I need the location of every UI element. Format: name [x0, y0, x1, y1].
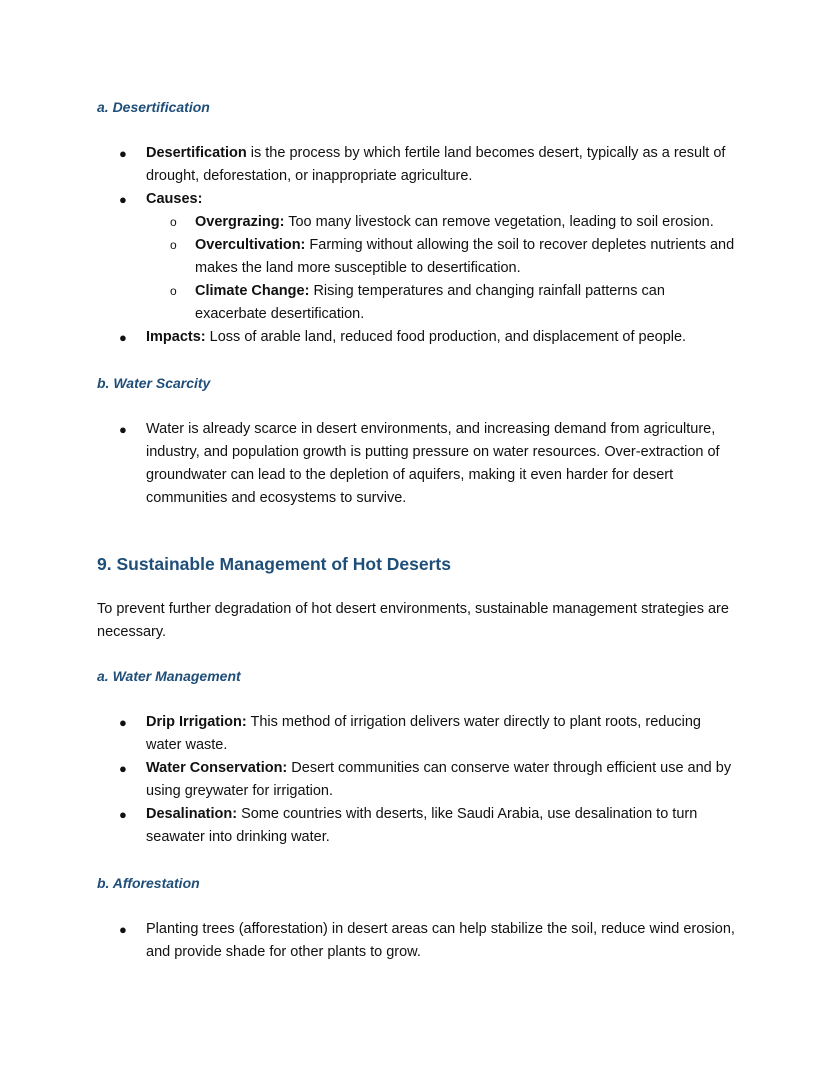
- bullet-icon: ●: [119, 715, 127, 730]
- list-item: ● Desalination: Some countries with deserts, like Saudi Arabia, use desalination to turn seawater into drinking water.: [97, 803, 737, 849]
- heading-afforestation: b. Afforestation: [97, 875, 200, 891]
- list-item: o Overgrazing: Too many livestock can remove vegetation, leading to soil erosion.: [146, 211, 737, 234]
- water-scarcity-list: [97, 418, 737, 510]
- list-item: ● Causes: o Overgrazing: Too many livestock can remove vegetation, leading to soil erosion. o Overcultivation: Farming without allowing the soil to recover depletes nutrients and makes the land more susceptible to desertification. o Climate Change: Rising temperatures and changing rainfall patterns can exacerbate desertification.: [97, 188, 737, 326]
- list-item: ● Water is already scarce in desert environments, and increasing demand from agriculture, industry, and population growth is putting pressure on water resources. Over-extraction of groundwater can lead to the depletion of aquifers, making it even harder for desert communities and ecosystems to survive.: [97, 418, 737, 510]
- bullet-icon: ●: [119, 422, 127, 437]
- list-item: ● Drip Irrigation: This method of irrigation delivers water directly to plant roots, reducing water waste.: [97, 711, 737, 757]
- desertification-list: [97, 142, 737, 349]
- afforestation-list: [97, 918, 737, 964]
- circle-bullet-icon: o: [170, 238, 177, 252]
- list-item: o Climate Change: Rising temperatures and changing rainfall patterns can exacerbate desertification.: [146, 280, 737, 326]
- bullet-icon: ●: [119, 192, 127, 207]
- causes-list: [146, 211, 737, 326]
- heading-water-scarcity: b. Water Scarcity: [97, 375, 211, 391]
- circle-bullet-icon: o: [170, 284, 177, 298]
- bullet-icon: ●: [119, 146, 127, 161]
- list-item: ● Planting trees (afforestation) in desert areas can help stabilize the soil, reduce wind erosion, and provide shade for other plants to grow.: [97, 918, 737, 964]
- heading-sustainable-management: 9. Sustainable Management of Hot Deserts: [97, 554, 451, 574]
- intro-paragraph: To prevent further degradation of hot desert environments, sustainable management strategies are necessary.: [97, 601, 729, 640]
- heading-water-management: a. Water Management: [97, 668, 241, 684]
- bullet-icon: ●: [119, 807, 127, 822]
- list-item: ● Water Conservation: Desert communities can conserve water through efficient use and by using greywater for irrigation.: [97, 757, 737, 803]
- water-management-list: [97, 711, 737, 849]
- bullet-icon: ●: [119, 761, 127, 776]
- list-item: o Overcultivation: Farming without allowing the soil to recover depletes nutrients and makes the land more susceptible to desertification.: [146, 234, 737, 280]
- bullet-icon: ●: [119, 330, 127, 345]
- heading-desertification: a. Desertification: [97, 99, 210, 115]
- list-item: ● Desertification is the process by which fertile land becomes desert, typically as a result of drought, deforestation, or inappropriate agriculture.: [97, 142, 737, 188]
- list-item: ● Impacts: Loss of arable land, reduced food production, and displacement of people.: [97, 326, 737, 349]
- bullet-icon: ●: [119, 922, 127, 937]
- circle-bullet-icon: o: [170, 215, 177, 229]
